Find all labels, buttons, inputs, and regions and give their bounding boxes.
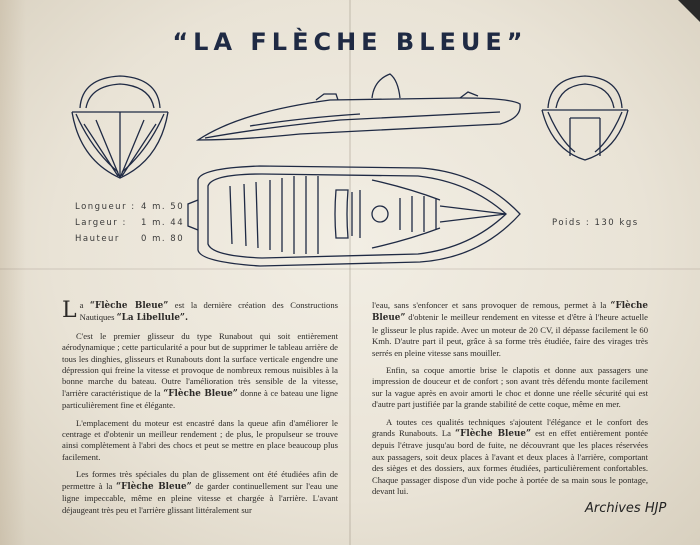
paragraph: C'est le premier glisseur du type Runabout qui soit entièrement aérodynamique ; cette particularité a pour but de supprimer le tableau arrière de tous les dinghies, glisseurs et Runabouts dont la surface verticale engendre une dépression qui freine la vitesse et provoque de nombreux remous nuisibles à la bonne marche du bateau. Outre l'amélioration très sensible de la vitesse, l'arrière caractéristique de la “Flèche Bleue” donne à ce bateau une ligne particulièrement fine et élégante.: [62, 330, 338, 411]
paragraph: Enfin, sa coque amortie brise le clapotis et donne aux passagers une impression de douceur et de confort ; son avant très défendu monte facilement sur la vague après en avoir amorti le choc et donne une réelle sécurité qui est d'autre part justifiée par la grande stabilité de cette coque, même en mer.: [372, 365, 648, 410]
spec-longueur: Longueur : 4 m. 50: [75, 202, 185, 212]
archives-watermark: Archives HJP: [585, 501, 667, 516]
spec-largeur: Largeur : 1 m. 44: [75, 218, 185, 228]
spec-poids: Poids : 130 kgs: [552, 218, 639, 228]
page-title: “LA FLÈCHE BLEUE”: [172, 28, 528, 56]
paragraph: l'eau, sans s'enfoncer et sans provoquer de remous, permet à la “Flèche Bleue” d'obtenir le meilleur rendement en vitesse et d'être à l'heure actuelle le glisseur le plus rapide. Avec un moteur de 20 CV, il dépasse facilement le 60 Kmh. D'autre part il peut, grâce à sa forme très étudiée, faire des virages très serrés en pleine vitesse sans mouiller.: [372, 300, 648, 358]
side-view-drawing: [198, 74, 520, 140]
top-view-drawing: [188, 166, 520, 266]
text-column-right: [372, 300, 648, 504]
spec-hauteur: Hauteur 0 m. 80: [75, 234, 185, 244]
paragraph: A toutes ces qualités techniques s'ajoutent l'élégance et le confort des grands Runabouts. La “Flèche Bleue” est en effet entièrement pontée depuis l'étrave jusqu'au bord de fuite, ne découvrant que les places réservées aux passagers, soit deux places à l'avant et deux places à l'arrière, comportant des sièges et des dossiers, aux formes étudiées, particulièrement confortables. Chaque passager dispose d'un vide poche à portée de sa main sous le pontage, devant lui.: [372, 416, 648, 497]
paragraph: L'emplacement du moteur est encastré dans la queue afin d'améliorer le centrage et d'obtenir un meilleur rendement ; de plus, le propulseur se trouve ainsi complètement à l'abri des chocs et peut se mettre en place beaucoup plus facilement.: [62, 417, 338, 462]
front-view-drawing: [72, 76, 168, 178]
rear-view-drawing: [542, 76, 628, 160]
paragraph: Les formes très spéciales du plan de glissement ont été étudiées afin de permettre à la “Flèche Bleue” de garder continuellement sur l'eau une ligne impeccable, même en pleine vitesse et chargée à l'arrière. L'avant déjaugeant très peu et l'arrière glissant littéralement sur: [62, 469, 338, 515]
text-column-left: [62, 300, 338, 522]
paragraph: La “Flèche Bleue” est la dernière création des Constructions Nautiques “La Libellule”.: [62, 298, 338, 324]
